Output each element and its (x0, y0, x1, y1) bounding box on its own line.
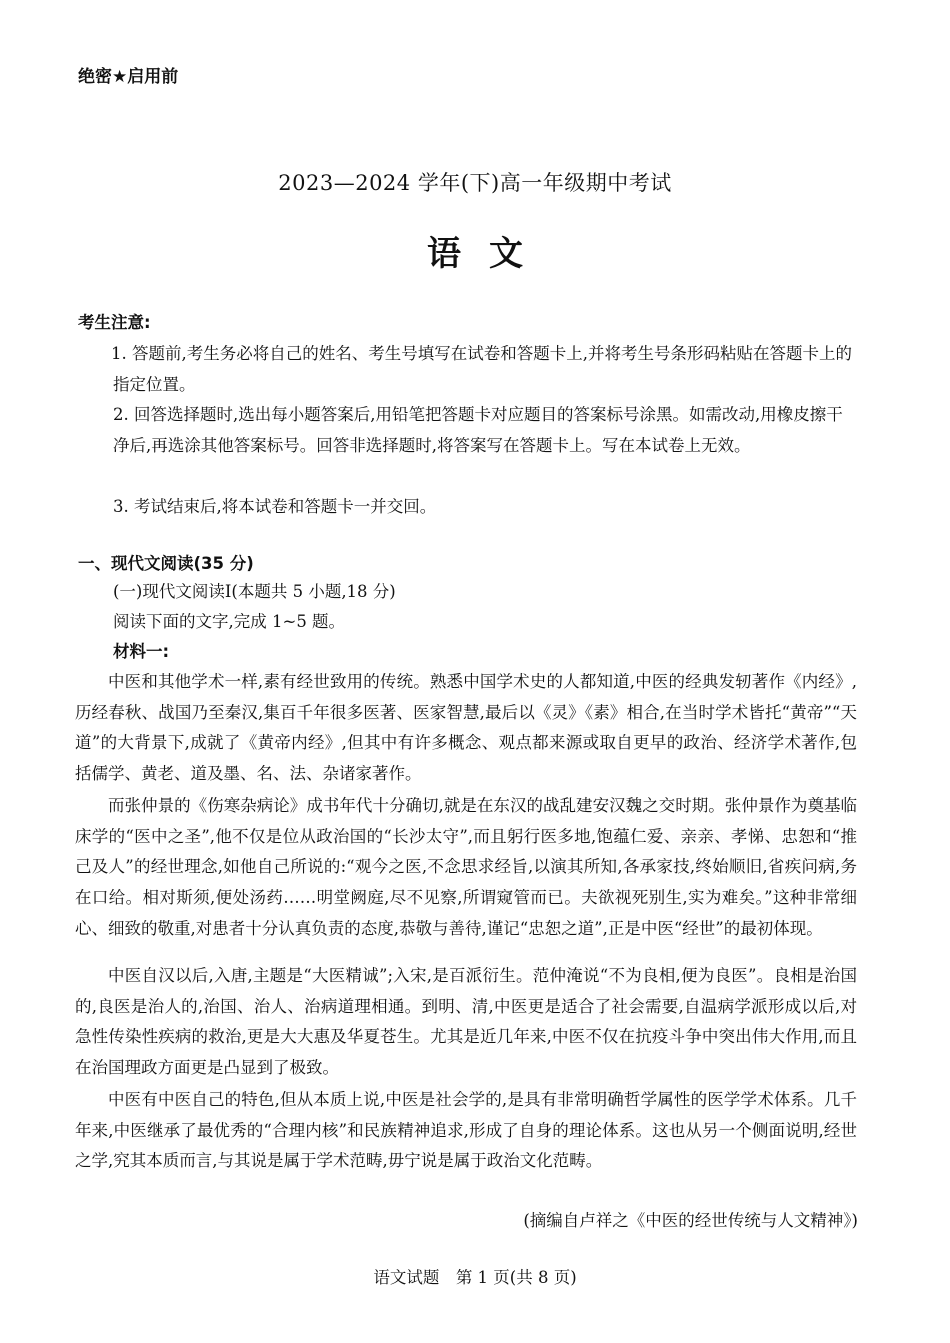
article-paragraph-3: 中医自汉以后,入唐,主题是“大医精诚”;入宋,是百派衍生。范仲淹说“不为良相,便为良医”。良相是治国的,良医是治人的,治国、治人、治病道理相通。到明、清,中医更是适合了社会需要,自温病学派形成以后,对急性传染性疾病的救治,更是大大惠及华夏苍生。尤其是近几年来,中医不仅在抗疫斗争中突出伟大作用,而且在治国理政方面更是凸显到了极致。 (75, 966, 857, 1078)
reading-instruction: 阅读下面的文字,完成 1~5 题。 (113, 612, 346, 631)
article-source: (摘编自卢祥之《中医的经世传统与人文精神》) (523, 1211, 858, 1230)
article-paragraph-2: 而张仲景的《伤寒杂病论》成书年代十分确切,就是在东汉的战乱建安汉魏之交时期。张仲景作为奠基临床学的“医中之圣”,他不仅是位从政治国的“长沙太守”,而且躬行医多地,饱蕴仁爱、亲亲、孝悌、忠恕和“推己及人”的经世理念,如他自己所说的:“观今之医,不念思求经旨,以演其所知,各承家技,终始顺旧,省疾问病,务在口给。相对斯须,便处汤药……明堂阙庭,尽不见察,所谓窥管而已。夫欲视死别生,实为难矣。”这种非常细心、细致的敬重,对患者十分认真负责的态度,恭敬与善待,谨记“忠恕之道”,正是中医“经世”的最初体现。 (75, 796, 857, 938)
notice-item-2: 2. 回答选择题时,选出每小题答案后,用铅笔把答题卡对应题目的答案标号涂黑。如需改动,用橡皮擦干净后,再选涂其他答案标号。回答非选择题时,将答案写在答题卡上。写在本试卷上无效。 (113, 405, 843, 455)
subsection-heading: (一)现代文阅读Ⅰ(本题共 5 小题,18 分) (113, 582, 396, 601)
section-heading: 一、现代文阅读(35 分) (78, 554, 254, 573)
notice-heading: 考生注意: (78, 313, 151, 332)
confidential-label: 绝密★启用前 (78, 67, 179, 87)
page-footer: 语文试题 第 1 页(共 8 页) (373, 1268, 577, 1287)
subject-title: 语文 (427, 234, 551, 274)
notice-item-3: 3. 考试结束后,将本试卷和答题卡一并交回。 (113, 497, 437, 516)
material-label: 材料一: (113, 642, 170, 661)
article-paragraph-1: 中医和其他学术一样,素有经世致用的传统。熟悉中国学术史的人都知道,中医的经典发轫著作《内经》,历经春秋、战国乃至秦汉,集百千年很多医著、医家智慧,最后以《灵》《素》相合,在当时学术皆托“黄帝”“天道”的大背景下,成就了《黄帝内经》,但其中有许多概念、观点都来源或取自更早的政治、经济学术著作,包括儒学、黄老、道及墨、名、法、杂诸家著作。 (75, 672, 857, 784)
exam-title: 2023—2024 学年(下)高一年级期中考试 (278, 171, 672, 195)
article-paragraph-4: 中医有中医自己的特色,但从本质上说,中医是社会学的,是具有非常明确哲学属性的医学学术体系。几千年来,中医继承了最优秀的“合理内核”和民族精神追求,形成了自身的理论体系。这也从另一个侧面说明,经世之学,究其本质而言,与其说是属于学术范畴,毋宁说是属于政治文化范畴。 (75, 1090, 857, 1171)
notice-item-1: 1. 答题前,考生务必将自己的姓名、考生号填写在试卷和答题卡上,并将考生号条形码粘贴在答题卡上的指定位置。 (111, 344, 852, 394)
